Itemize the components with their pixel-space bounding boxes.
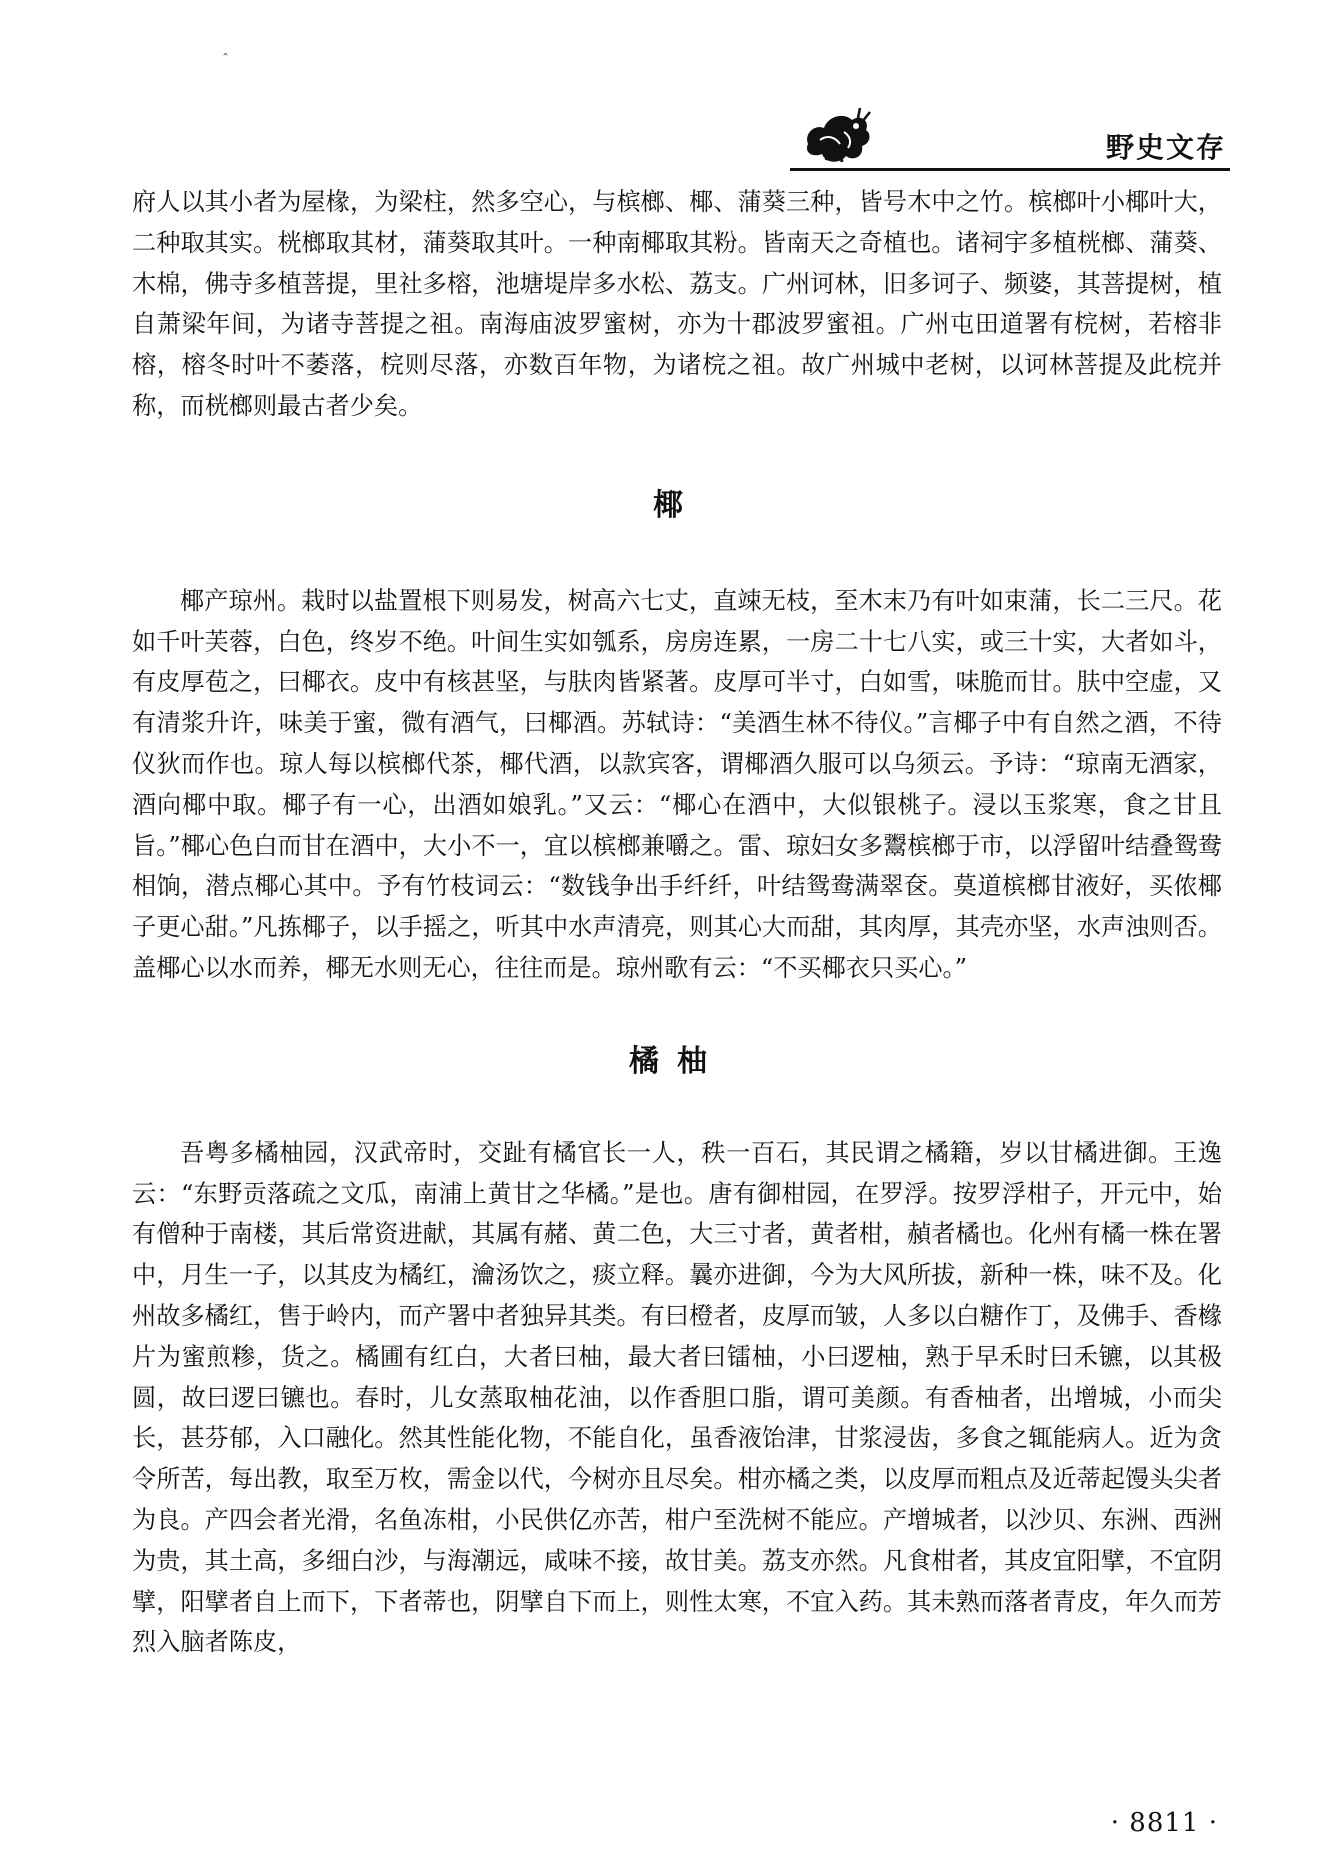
paragraph: 吾粤多橘柚园，汉武帝时，交趾有橘官长一人，秩一百石，其民谓之橘籍，岁以甘橘进御。王逸云：“东野贡落疏之文瓜，南浦上黄甘之华橘。”是也。唐有御柑园，在罗浮。按罗浮柑子，开元中，始有僧种于南楼，其后常资进献，其属有赭、黄二色，大三寸者，黄者柑，赬者橘也。化州有橘一株在署中，月生一子，以其皮为橘红，瀹汤饮之，痰立释。曩亦进御，今为大风所拔，新种一株，味不及。化州故多橘红，售于岭内，而产署中者独异其类。有曰橙者，皮厚而皱，人多以白糖作丁，及佛手、香橼片为蜜煎糁，货之。橘圃有红白，大者曰柚，最大者曰镭柚，小曰逻柚，熟于早禾时曰禾镳，以其极圆，故曰逻曰镳也。春时，儿女蒸取柚花油，以作香胆口脂，谓可美颜。有香柚者，出增城，小而尖长，甚芬郁，入口融化。然其性能化物，不能自化，虽香液饴津，甘浆浸齿，多食之辄能病人。近为贪令所苦，每出教，取至万枚，需金以代，今树亦且尽矣。柑亦橘之类，以皮厚而粗点及近蒂起馒头尖者为良。产四会者光滑，名鱼冻柑，小民供亿亦苦，柑户至洗树不能应。产增城者，以沙贝、东洲、西洲为贵，其土高，多细白沙，与海潮远，咸味不接，故甘美。荔支亦然。凡食柑者，其皮宜阳擘，不宜阴擘，阳擘者自上而下，下者蒂也，阴擘自下而上，则性太寒，不宜入药。其未熟而落者青皮，年久而芳烈入脑者陈皮， bbox=[132, 1138, 1222, 1657]
page-content bbox=[132, 182, 1222, 1663]
paragraph: 府人以其小者为屋椽，为梁柱，然多空心，与槟榔、椰、蒲葵三种，皆号木中之竹。槟榔叶小椰叶大，二种取其实。桄榔取其材，蒲葵取其叶。一种南椰取其粉。皆南天之奇植也。诸祠宇多植桄榔、蒲葵、木棉，佛寺多植菩提，里社多榕，池塘堤岸多水松、荔支。广州诃林，旧多诃子、频婆，其菩提树，植自萧梁年间，为诸寺菩提之祖。南海庙波罗蜜树，亦为十郡波罗蜜祖。广州屯田道署有梡树，若榕非榕，榕冬时叶不萎落，梡则尽落，亦数百年物，为诸梡之祖。故广州城中老树，以诃林菩提及此梡并称，而桄榔则最古者少矣。 bbox=[132, 188, 1222, 420]
series-title: 野史文存 bbox=[1105, 131, 1226, 164]
dragon-emblem-icon bbox=[800, 104, 874, 168]
paragraph: 椰产琼州。栽时以盐置根下则易发，树高六七丈，直竦无枝，至木末乃有叶如束蒲，长二三尺。花如千叶芙蓉，白色，终岁不绝。叶间生实如瓠系，房房连累，一房二十七八实，或三十实，大者如斗，有皮厚苞之，曰椰衣。皮中有核甚坚，与肤肉皆紧著。皮厚可半寸，白如雪，味脆而甘。肤中空虚，又有清浆升许，味美于蜜，微有酒气，曰椰酒。苏轼诗：“美酒生林不待仪。”言椰子中有自然之酒，不待仪狄而作也。琼人每以槟榔代茶，椰代酒，以款宾客，谓椰酒久服可以乌须云。予诗：“琼南无酒家，酒向椰中取。椰子有一心，出酒如娘乳。”又云：“椰心在酒中，大似银桃子。浸以玉浆寒，食之甘且旨。”椰心色白而甘在酒中，大小不一，宜以槟榔兼嚼之。雷、琼妇女多鬻槟榔于市，以浮留叶结叠鸳鸯相饷，潜点椰心其中。予有竹枝词云：“数钱争出手纤纤，叶结鸳鸯满翠奁。莫道槟榔甘液好，买侬椰子更心甜。”凡拣椰子，以手摇之，听其中水声清亮，则其心大而甜，其肉厚，其壳亦坚，水声浊则否。盖椰心以水而养，椰无水则无心，往往而是。琼州歌有云：“不买椰衣只买心。” bbox=[132, 586, 1222, 982]
section-title: 橘柚 bbox=[629, 1043, 725, 1079]
corner-mark: ˆ bbox=[222, 52, 229, 68]
section-title: 椰 bbox=[653, 487, 701, 523]
page-header bbox=[790, 104, 1230, 171]
page-number: · 8811 · bbox=[1110, 1808, 1218, 1838]
